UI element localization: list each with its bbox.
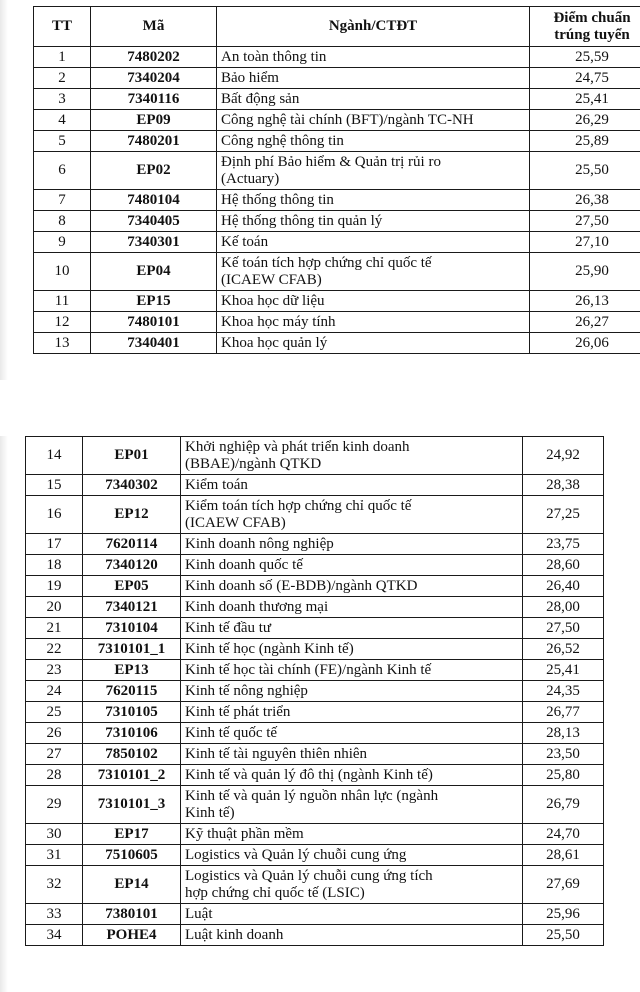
cell-nganh-line: Kinh tế học (ngành Kinh tế) — [185, 640, 354, 657]
cell-nganh-line: Luật kinh doanh — [185, 926, 284, 943]
cell-diem: 23,50 — [523, 744, 604, 765]
cell-nganh-line: Kiểm toán tích hợp chứng chỉ quốc tế — [185, 497, 412, 514]
cell-nganh-line: Kinh tế tài nguyên thiên nhiên — [185, 745, 368, 762]
table-row — [26, 534, 604, 555]
cell-ma: 7340302 — [83, 475, 181, 496]
header-diem-line1: Điểm chuẩn — [553, 9, 631, 26]
table-row — [34, 110, 640, 131]
cell-nganh-line: (ICAEW CFAB) — [221, 271, 322, 288]
cell-nganh — [181, 534, 523, 555]
cell-nganh-line: Kinh tế và quản lý nguồn nhân lực (ngành — [185, 787, 439, 804]
cell-nganh-line: Kiểm toán — [185, 476, 248, 493]
cell-tt: 14 — [26, 437, 83, 475]
cell-diem: 27,50 — [523, 618, 604, 639]
header-diem — [530, 7, 640, 47]
cell-diem: 27,10 — [530, 232, 640, 253]
cell-ma: 7310101_3 — [83, 786, 181, 824]
table-row — [26, 597, 604, 618]
table-row — [26, 660, 604, 681]
cell-nganh-line: Logistics và Quản lý chuỗi cung ứng — [185, 846, 407, 863]
cell-ma: 7340401 — [91, 333, 217, 354]
cell-ma: EP05 — [83, 576, 181, 597]
cell-diem: 25,59 — [530, 47, 640, 68]
admission-scores-table-part-1 — [33, 6, 640, 354]
cell-diem: 26,52 — [523, 639, 604, 660]
cell-ma: 7620115 — [83, 681, 181, 702]
cell-nganh — [181, 824, 523, 845]
cell-nganh — [181, 437, 523, 475]
cell-nganh — [181, 744, 523, 765]
cell-nganh — [217, 68, 530, 89]
cell-ma: 7340204 — [91, 68, 217, 89]
cell-ma: 7510605 — [83, 845, 181, 866]
cell-ma: 7340120 — [83, 555, 181, 576]
cell-nganh-line: Kinh tế phát triển — [185, 703, 291, 720]
table-row — [26, 723, 604, 744]
cell-nganh — [181, 765, 523, 786]
table-row — [26, 786, 604, 824]
table-row — [26, 496, 604, 534]
cell-tt: 25 — [26, 702, 83, 723]
cell-nganh-line: Kinh tế) — [185, 804, 235, 821]
cell-ma: 7310101_1 — [83, 639, 181, 660]
cell-diem: 26,40 — [523, 576, 604, 597]
cell-tt: 12 — [34, 312, 91, 333]
cell-nganh — [217, 312, 530, 333]
cell-nganh — [181, 786, 523, 824]
cell-tt: 28 — [26, 765, 83, 786]
cell-tt: 3 — [34, 89, 91, 110]
cell-nganh — [217, 152, 530, 190]
cell-nganh — [217, 190, 530, 211]
cell-tt: 29 — [26, 786, 83, 824]
cell-nganh-line: Kế toán — [221, 233, 269, 250]
cell-ma: 7340116 — [91, 89, 217, 110]
cell-diem: 28,13 — [523, 723, 604, 744]
cell-nganh — [181, 723, 523, 744]
cell-tt: 34 — [26, 925, 83, 946]
cell-nganh-line: Luật — [185, 905, 213, 922]
cell-tt: 13 — [34, 333, 91, 354]
table-row — [26, 702, 604, 723]
cell-diem: 27,69 — [523, 866, 604, 904]
cell-nganh-line: Kinh tế học tài chính (FE)/ngành Kinh tế — [185, 661, 432, 678]
table-row — [34, 333, 640, 354]
table-header-row — [34, 7, 640, 47]
cell-ma: EP04 — [91, 253, 217, 291]
header-ma: Mã — [91, 7, 217, 47]
cell-ma: EP12 — [83, 496, 181, 534]
cell-ma: 7310104 — [83, 618, 181, 639]
table-row — [26, 845, 604, 866]
cell-ma: 7480201 — [91, 131, 217, 152]
table-row — [26, 475, 604, 496]
cell-diem: 27,50 — [530, 211, 640, 232]
table-row — [34, 190, 640, 211]
table-row — [34, 312, 640, 333]
cell-nganh — [217, 211, 530, 232]
cell-nganh — [217, 89, 530, 110]
cell-ma: EP09 — [91, 110, 217, 131]
cell-diem: 26,29 — [530, 110, 640, 131]
cell-nganh — [181, 866, 523, 904]
cell-diem: 24,35 — [523, 681, 604, 702]
cell-ma: EP13 — [83, 660, 181, 681]
cell-tt: 30 — [26, 824, 83, 845]
cell-tt: 26 — [26, 723, 83, 744]
cell-diem: 26,77 — [523, 702, 604, 723]
cell-nganh-line: Kinh tế nông nghiệp — [185, 682, 308, 699]
table-row — [34, 152, 640, 190]
cell-nganh-line: An toàn thông tin — [221, 48, 327, 65]
table-body-part-2 — [26, 437, 604, 946]
cell-diem: 28,00 — [523, 597, 604, 618]
cell-nganh — [217, 232, 530, 253]
table-row — [26, 765, 604, 786]
cell-nganh — [181, 904, 523, 925]
cell-tt: 5 — [34, 131, 91, 152]
cell-diem: 28,61 — [523, 845, 604, 866]
cell-tt: 10 — [34, 253, 91, 291]
cell-tt: 19 — [26, 576, 83, 597]
cell-nganh-line: Khoa học máy tính — [221, 313, 336, 330]
cell-nganh-line: Hệ thống thông tin — [221, 191, 334, 208]
cell-diem: 26,13 — [530, 291, 640, 312]
cell-ma: EP14 — [83, 866, 181, 904]
cell-tt: 23 — [26, 660, 83, 681]
cell-nganh — [181, 475, 523, 496]
table-row — [34, 291, 640, 312]
cell-diem: 23,75 — [523, 534, 604, 555]
cell-diem: 25,90 — [530, 253, 640, 291]
cell-nganh — [181, 496, 523, 534]
cell-diem: 25,96 — [523, 904, 604, 925]
cell-nganh — [217, 110, 530, 131]
cell-nganh-line: hợp chứng chỉ quốc tế (LSIC) — [185, 884, 365, 901]
cell-nganh-line: Bảo hiểm — [221, 69, 279, 86]
cell-tt: 9 — [34, 232, 91, 253]
table-row — [34, 89, 640, 110]
table-row — [26, 555, 604, 576]
cell-nganh-line: Khởi nghiệp và phát triển kinh doanh — [185, 438, 410, 455]
table-row — [26, 866, 604, 904]
cell-diem: 24,70 — [523, 824, 604, 845]
cell-ma: EP17 — [83, 824, 181, 845]
cell-ma: EP02 — [91, 152, 217, 190]
cell-tt: 21 — [26, 618, 83, 639]
table-row — [26, 824, 604, 845]
table-row — [34, 232, 640, 253]
cell-nganh-line: Kinh tế đầu tư — [185, 619, 272, 636]
cell-diem: 26,06 — [530, 333, 640, 354]
cell-tt: 15 — [26, 475, 83, 496]
cell-ma: 7850102 — [83, 744, 181, 765]
cell-nganh — [181, 681, 523, 702]
cell-tt: 4 — [34, 110, 91, 131]
cell-tt: 32 — [26, 866, 83, 904]
cell-diem: 25,50 — [523, 925, 604, 946]
cell-ma: POHE4 — [83, 925, 181, 946]
cell-tt: 22 — [26, 639, 83, 660]
cell-tt: 7 — [34, 190, 91, 211]
cell-tt: 18 — [26, 555, 83, 576]
cell-diem: 25,89 — [530, 131, 640, 152]
cell-nganh — [217, 131, 530, 152]
cell-nganh-line: Định phí Bảo hiểm & Quản trị rủi ro — [221, 153, 441, 170]
cell-tt: 31 — [26, 845, 83, 866]
admission-scores-table-part-2 — [25, 436, 604, 946]
cell-ma: 7310101_2 — [83, 765, 181, 786]
cell-tt: 11 — [34, 291, 91, 312]
cell-nganh-line: Kinh doanh quốc tế — [185, 556, 303, 573]
cell-nganh-line: Kinh doanh thương mại — [185, 598, 329, 615]
cell-nganh-line: Kế toán tích hợp chứng chỉ quốc tế — [221, 254, 432, 271]
cell-nganh — [181, 660, 523, 681]
cell-nganh-line: Khoa học quản lý — [221, 334, 328, 351]
cell-nganh — [217, 47, 530, 68]
table-row — [34, 47, 640, 68]
cell-diem: 28,38 — [523, 475, 604, 496]
table-row — [26, 576, 604, 597]
cell-nganh — [181, 702, 523, 723]
cell-diem: 25,80 — [523, 765, 604, 786]
header-diem-line2: trúng tuyển — [554, 26, 630, 43]
cell-ma: 7340121 — [83, 597, 181, 618]
cell-nganh-line: Logistics và Quản lý chuỗi cung ứng tích — [185, 867, 433, 884]
header-tt: TT — [34, 7, 91, 47]
cell-tt: 6 — [34, 152, 91, 190]
cell-diem: 26,27 — [530, 312, 640, 333]
page-gap — [0, 380, 640, 436]
cell-nganh — [181, 618, 523, 639]
cell-nganh-line: Khoa học dữ liệu — [221, 292, 325, 309]
cell-nganh-line: Kinh tế quốc tế — [185, 724, 278, 741]
cell-nganh-line: Kỹ thuật phần mềm — [185, 825, 304, 842]
cell-nganh — [181, 576, 523, 597]
table-row — [26, 618, 604, 639]
cell-ma: 7480104 — [91, 190, 217, 211]
cell-tt: 8 — [34, 211, 91, 232]
cell-diem: 25,41 — [530, 89, 640, 110]
cell-nganh-line: Kinh doanh số (E-BDB)/ngành QTKD — [185, 577, 418, 594]
cell-ma: EP01 — [83, 437, 181, 475]
cell-diem: 27,25 — [523, 496, 604, 534]
table-row — [26, 925, 604, 946]
cell-nganh — [181, 639, 523, 660]
cell-tt: 17 — [26, 534, 83, 555]
header-nganh: Ngành/CTĐT — [217, 7, 530, 47]
cell-tt: 20 — [26, 597, 83, 618]
cell-diem: 25,50 — [530, 152, 640, 190]
cell-tt: 1 — [34, 47, 91, 68]
table-row — [26, 904, 604, 925]
cell-nganh — [181, 597, 523, 618]
cell-ma: 7620114 — [83, 534, 181, 555]
cell-tt: 27 — [26, 744, 83, 765]
cell-diem: 28,60 — [523, 555, 604, 576]
cell-ma: 7380101 — [83, 904, 181, 925]
page-edge-shadow — [0, 0, 8, 992]
table-row — [26, 681, 604, 702]
cell-nganh — [217, 291, 530, 312]
cell-nganh-line: Kinh doanh nông nghiệp — [185, 535, 334, 552]
cell-tt: 33 — [26, 904, 83, 925]
cell-nganh — [217, 253, 530, 291]
cell-nganh-line: Kinh tế và quản lý đô thị (ngành Kinh tế) — [185, 766, 433, 783]
cell-ma: 7480101 — [91, 312, 217, 333]
cell-nganh-line: Công nghệ tài chính (BFT)/ngành TC-NH — [221, 111, 474, 128]
cell-ma: 7310106 — [83, 723, 181, 744]
cell-nganh — [181, 925, 523, 946]
table-row — [26, 437, 604, 475]
cell-ma: 7480202 — [91, 47, 217, 68]
cell-ma: 7310105 — [83, 702, 181, 723]
cell-nganh — [217, 333, 530, 354]
table-row — [34, 131, 640, 152]
cell-nganh-line: Hệ thống thông tin quản lý — [221, 212, 383, 229]
cell-diem: 24,92 — [523, 437, 604, 475]
cell-nganh — [181, 845, 523, 866]
cell-ma: 7340301 — [91, 232, 217, 253]
cell-tt: 24 — [26, 681, 83, 702]
table-row — [26, 744, 604, 765]
cell-diem: 26,38 — [530, 190, 640, 211]
cell-nganh-line: (ICAEW CFAB) — [185, 514, 286, 531]
cell-ma: EP15 — [91, 291, 217, 312]
cell-ma: 7340405 — [91, 211, 217, 232]
cell-nganh-line: (BBAE)/ngành QTKD — [185, 455, 322, 472]
cell-diem: 25,41 — [523, 660, 604, 681]
cell-tt: 2 — [34, 68, 91, 89]
cell-nganh-line: Bất động sản — [221, 90, 300, 107]
cell-diem: 24,75 — [530, 68, 640, 89]
cell-nganh — [181, 555, 523, 576]
cell-nganh-line: (Actuary) — [221, 170, 280, 187]
cell-diem: 26,79 — [523, 786, 604, 824]
table-row — [34, 211, 640, 232]
table-body-part-1 — [34, 47, 640, 354]
table-row — [34, 253, 640, 291]
cell-nganh-line: Công nghệ thông tin — [221, 132, 344, 149]
cell-tt: 16 — [26, 496, 83, 534]
table-row — [26, 639, 604, 660]
table-row — [34, 68, 640, 89]
